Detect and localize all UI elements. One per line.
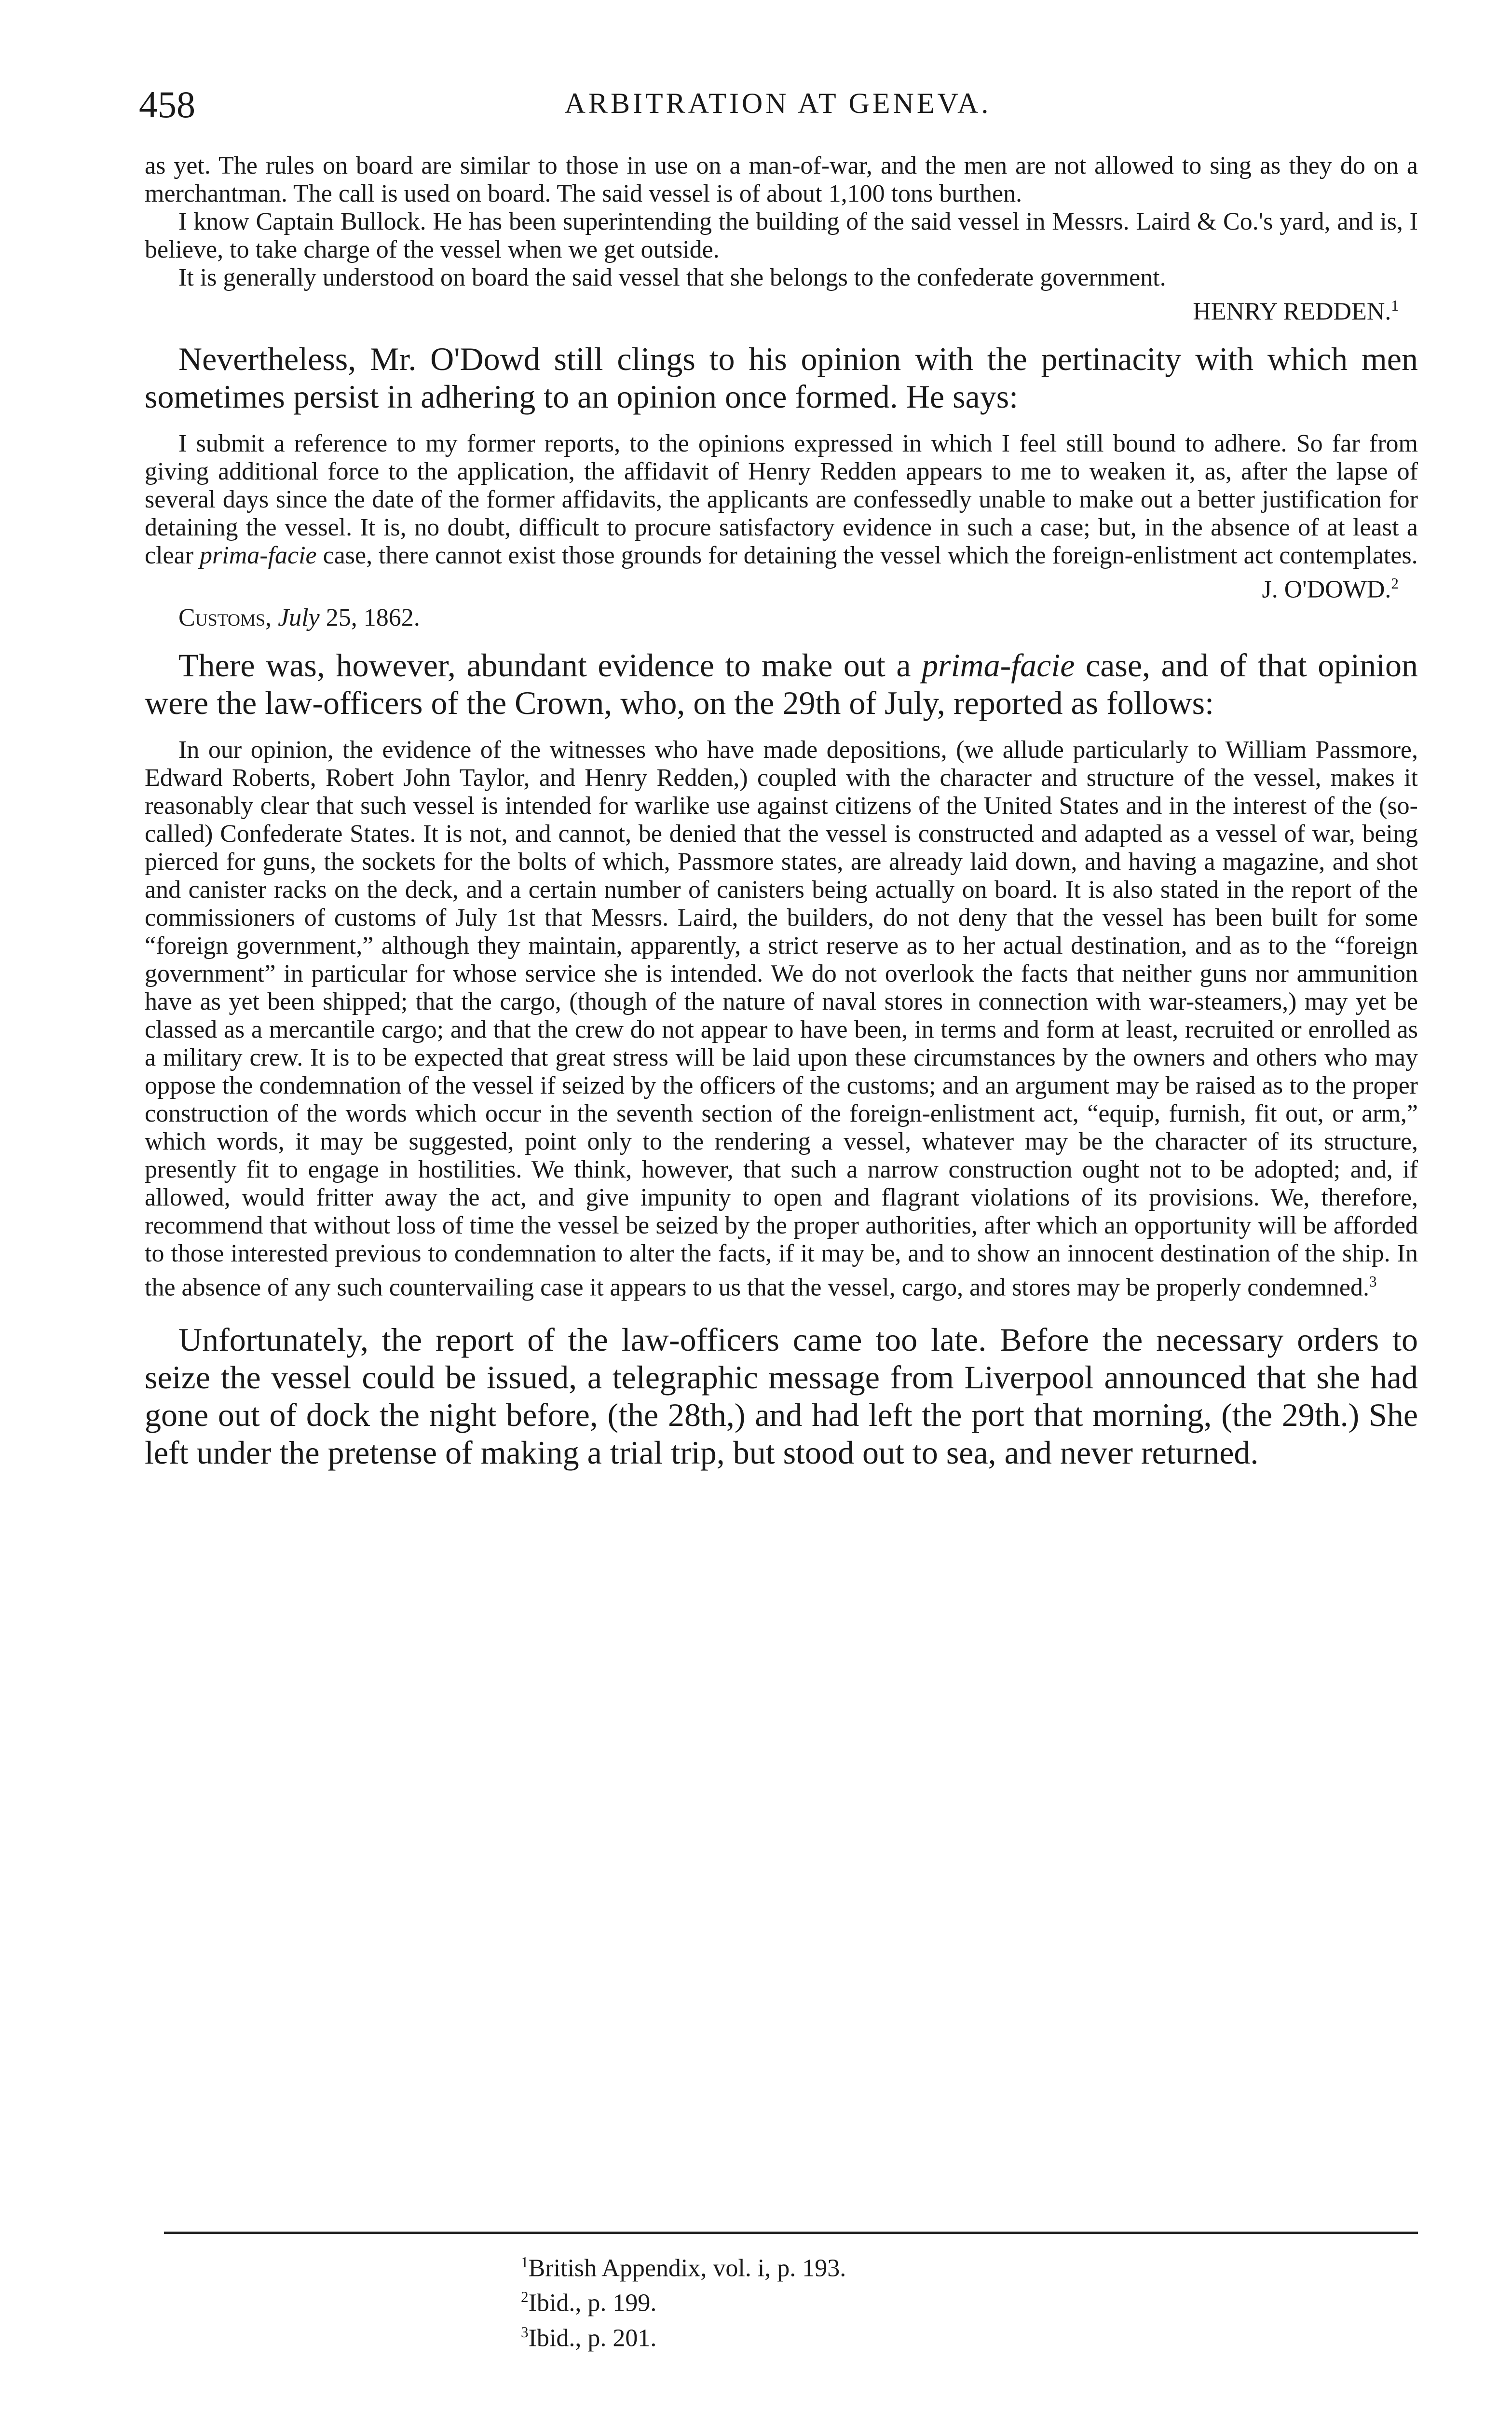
signature-name: HENRY REDDEN.: [1193, 298, 1391, 326]
paragraph-captain-bullock: I know Captain Bullock. He has been superintending the building of the said vessel in Messrs. Laird & Co.'s yard, and is, I believe, to take charge of the vessel when we get outside.: [145, 208, 1418, 263]
footnote-1: $^1$British Appendix, vol. i, p. 193.: [521, 2254, 846, 2282]
footnote-2: $^2$Ibid., p. 199.: [521, 2289, 657, 2317]
footnote-ref: 3: [1369, 1273, 1377, 1290]
signature-henry-redden: [145, 292, 1418, 326]
text-b: case, and of that opinion were the law-officers of the Crown, who, on the 29th of July, reported as follows:: [145, 646, 1418, 721]
page-number: 458: [139, 83, 195, 125]
footnotes: [521, 2248, 846, 2353]
quote-text-a: I submit a reference to my former reports, to the opinions expressed in which I feel still bound to adhere. So far from giving additional force to the application, the affidavit of Henry Redden appears to me to weaken it, as, after the lapse of several days since the date of the former affidavits, the applicants are confessedly unable to make out a better justification for detaining the vessel. It is, no doubt, difficult to procure satisfactory evidence in such a case; but, in the absence of at least a clear: [145, 430, 1418, 570]
quote-italic-term: prima-facie: [200, 542, 317, 570]
paragraph-odowd-quote: [145, 430, 1418, 570]
paragraph-confederate-government: It is generally understood on board the said vessel that she belongs to the confederate government.: [178, 264, 1166, 291]
paragraph-law-officers-report: [145, 736, 1418, 1302]
dateline-month: July: [278, 603, 320, 631]
signature-odowd: [145, 570, 1418, 603]
dateline: [145, 604, 1418, 632]
signature-name: J. O'DOWD.: [1262, 576, 1391, 603]
text-a: There was, however, abundant evidence to make out a: [178, 646, 922, 684]
paragraph-deposition-continued: as yet. The rules on board are similar to those in use on a man-of-war, and the men are not allowed to sing as they do on a merchantman. The call is used on board. The said vessel is of about 1,100 tons burthen.: [145, 152, 1418, 207]
footnote-ref: 2: [1391, 575, 1399, 592]
italic-term: prima-facie: [922, 646, 1075, 684]
report-text: In our opinion, the evidence of the witnesses who have made depositions, (we allude particularly to William Passmore, Edward Roberts, Robert John Taylor, and Henry Redden,) coupled with the character and structure of the vessel, makes it reasonably clear that such vessel is intended for warlike use against citizens of the United States and in the interest of the (so-called) Confederate States. It is not, and cannot, be denied that the vessel is constructed and adapted as a vessel of war, being pierced for guns, the sockets for the bolts of which, Passmore states, are already laid down, and having a magazine, and shot and canister racks on the deck, and a certain number of canisters being actually on board. It is also stated in the report of the commissioners of customs of July 1st that Messrs. Laird, the builders, do not deny that the vessel has been built for some “foreign government,” although they maintain, apparently, a strict reserve as to her actual destination, and as to the “foreign government” in particular for whose service she is intended. We do not overlook the facts that neither guns nor ammunition have as yet been shipped; that the cargo, (though of the nature of naval stores in connection with war-steamers,) may yet be classed as a mercantile cargo; and that the crew do not appear to have been, in terms and form at least, recruited or enrolled as a military crew. It is to be expected that great stress will be laid upon these circumstances by the owners and others who may oppose the condemnation of the vessel if seized by the officers of the customs; and an argument may be raised as to the proper construction of the words which occur in the seventh section of the foreign-enlistment act, “equip, furnish, fit out, or arm,” which words, it may be suggested, point only to the rendering a vessel, whatever may be the character of its structure, presently fit to engage in hostilities. We think, however, that such a narrow construction ought not to be adopted; and, if allowed, would fritter away the act, and give impunity to open and flagrant violations of its provisions. We, therefore, recommend that without loss of time the vessel be seized by the proper authorities, after which an opportunity will be afforded to those interested previous to condemnation to alter the facts, if it may be, and to show an innocent destination of the ship. In the absence of any such countervailing case it appears to us that the vessel, cargo, and stores may be properly condemned.: [145, 736, 1418, 1301]
quote-text-b: case, there cannot exist those grounds for detaining the vessel which the foreign-enlistment act contemplates.: [316, 542, 1418, 570]
dateline-place: Customs,: [178, 603, 272, 631]
footnote-rule: [164, 2232, 1418, 2234]
paragraph-too-late: Unfortunately, the report of the law-officers came too late. Before the necessary orders to seize the vessel could be issued, a telegraphic message from Liverpool announced that she had gone out of dock the night before, (the 28th,) and had left the port that morning, (the 29th.) She left under the pretense of making a trial trip, but stood out to sea, and never returned.: [145, 1321, 1418, 1471]
paragraph-odowd-opinion: Nevertheless, Mr. O'Dowd still clings to his opinion with the pertinacity with which men sometimes persist in adhering to an opinion once formed. He says:: [145, 341, 1418, 415]
paragraph-abundant-evidence: [145, 646, 1418, 722]
running-title: ARBITRATION AT GENEVA.: [564, 87, 992, 119]
page-header: [139, 83, 1417, 131]
footnote-3: $^3$Ibid., p. 201.: [521, 2323, 657, 2352]
footnote-ref: 1: [1391, 297, 1399, 314]
page-body: [145, 152, 1418, 1471]
dateline-rest: 25, 1862.: [319, 603, 420, 631]
